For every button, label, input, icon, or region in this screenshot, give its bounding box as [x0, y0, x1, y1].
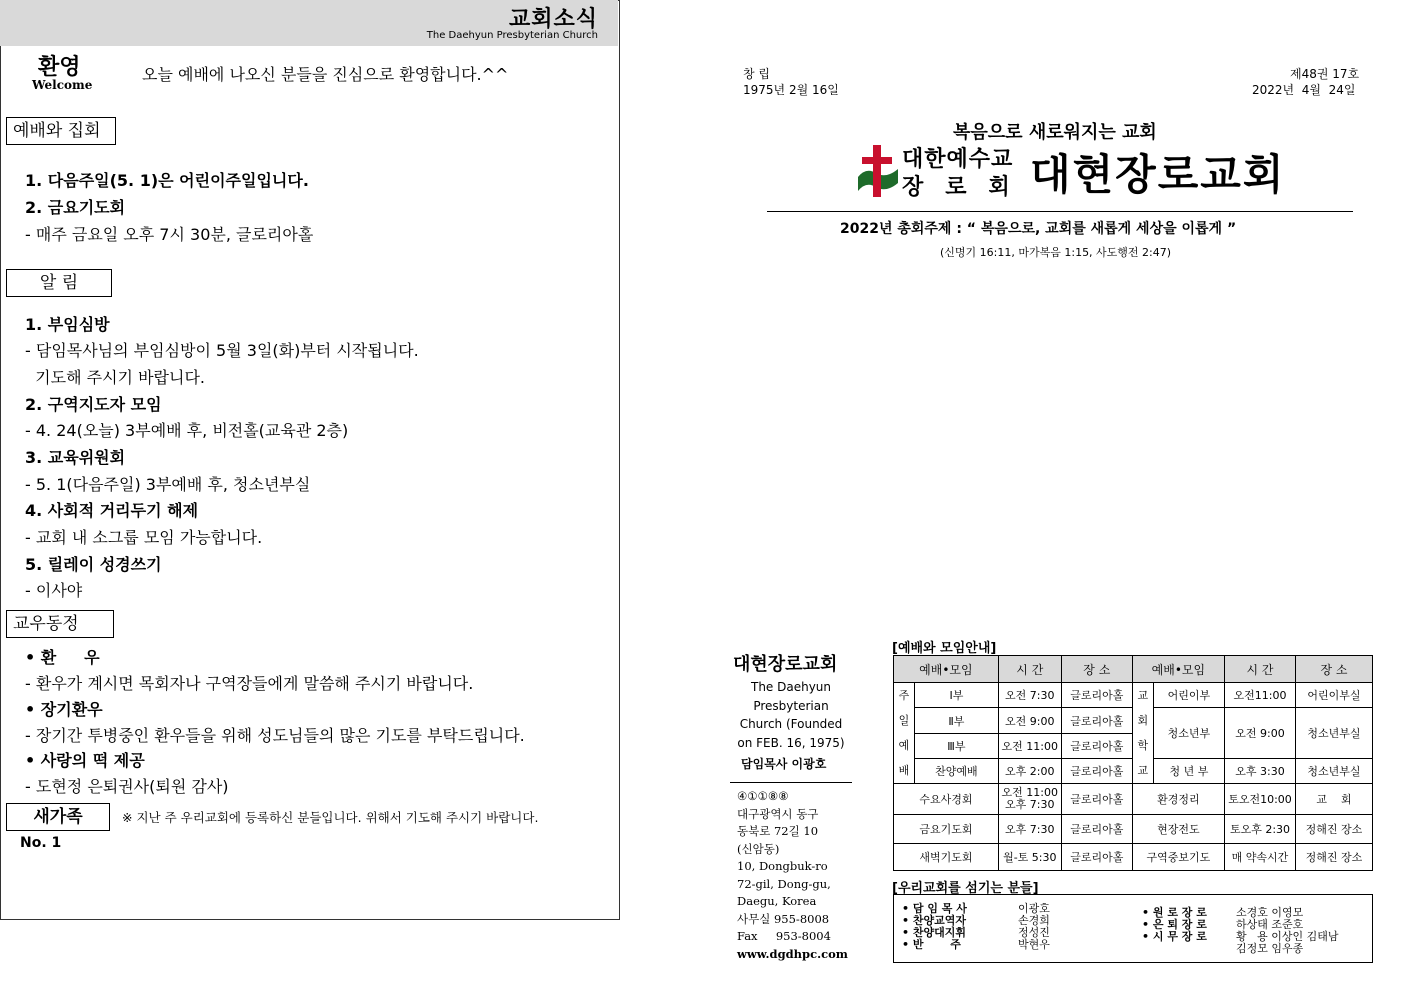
table-cell: 매 약속시간 [1225, 844, 1296, 871]
news-item: - 담임목사님의 부임심방이 5월 3일(화)부터 시작됩니다. [25, 341, 419, 360]
column-header: 예배•모임 [1132, 656, 1224, 683]
table-cell: 환경정리 [1132, 784, 1224, 815]
column-header: 장 소 [1061, 656, 1132, 683]
table-cell: 월-토 5:30 [998, 844, 1061, 871]
address-line: 동북로 72길 10 [737, 824, 819, 838]
church-news-page [0, 0, 620, 920]
news-item: 5. 릴레이 성경쓰기 [25, 555, 162, 574]
staff-role: • 찬양교역자 [902, 914, 966, 927]
postal-code: ④①①⑧⑧ [737, 789, 789, 803]
table-cell: 청 년 부 [1153, 759, 1224, 784]
table-cell: 오후 3:30 [1225, 759, 1296, 784]
staff-role: • 원 로 장 로 [1142, 906, 1207, 919]
news-item: 1. 다음주일(5. 1)은 어린이주일입니다. [25, 171, 309, 190]
table-cell: 토오전10:00 [1225, 784, 1296, 815]
news-item: 2. 구역지도자 모임 [25, 395, 162, 414]
news-subtitle: The Daehyun Presbyterian Church [426, 30, 598, 41]
table-cell: 정해진 장소 [1296, 844, 1373, 871]
staff-name: 소경호 이영모 [1236, 906, 1304, 919]
staff-row [902, 939, 1050, 951]
news-item: - 이사야 [25, 581, 83, 600]
service-schedule-table [893, 655, 1373, 871]
table-cell: 찬양예배 [915, 759, 999, 784]
denomination-line2: 장로회 [902, 175, 1032, 200]
newfamily-note: ※ 지난 주 우리교회에 등록하신 분들입니다. 위해서 기도해 주시기 바랍니다. [122, 810, 539, 825]
volume-number: 제48권 17호 [1290, 67, 1360, 81]
assembly-theme: 2022년 총회주제 : “ 복음으로, 교회를 새롭게 세상을 이롭게 ” [840, 221, 1237, 237]
news-item: 3. 교육위원회 [25, 448, 126, 467]
senior-pastor: 담임목사 이광호 [741, 757, 827, 771]
section-members-heading: 교우동정 [6, 610, 114, 638]
table-cell: 오전 7:30 [998, 683, 1061, 708]
table-cell: 금요기도회 [894, 815, 999, 844]
address-line: Daegu, Korea [737, 894, 817, 908]
welcome-english: Welcome [32, 78, 93, 92]
news-item: - 환우가 계시면 목회자나 구역장들에게 말씀해 주시기 바랍니다. [25, 674, 474, 693]
news-item: - 도현정 은퇴권사(퇴원 감사) [25, 777, 229, 796]
table-cell: 정해진 장소 [1296, 815, 1373, 844]
staff-name: 박현우 [1018, 938, 1050, 951]
sunday-service-label: 주 일 예 배 [894, 683, 915, 784]
table-cell: 어린이부 [1153, 683, 1224, 708]
staff-name: 하상태 조준호 [1236, 918, 1304, 931]
website-link[interactable]: www.dgdhpc.com [737, 946, 848, 961]
page-number: No. 1 [20, 835, 62, 851]
news-item: 2. 금요기도회 [25, 198, 126, 217]
address-church-name: 대현장로교회 [733, 654, 838, 675]
news-item: - 매주 금요일 오후 7시 30분, 글로리아홀 [25, 225, 314, 244]
table-cell: 구역중보기도 [1132, 844, 1224, 871]
table-header-row [894, 656, 1373, 683]
table-cell: 토오후 2:30 [1225, 815, 1296, 844]
news-item: • 사랑의 떡 제공 [25, 751, 145, 770]
table-cell: 글로리아홀 [1061, 784, 1132, 815]
table-cell: 오후 2:00 [998, 759, 1061, 784]
table-cell: 어린이부실 [1296, 683, 1373, 708]
bulletin-date: 2022년 4월 24일 [1252, 83, 1356, 97]
table-cell: 오전 9:00 [998, 708, 1061, 734]
cross-logo-icon [856, 143, 900, 199]
table-cell: 수요사경회 [894, 784, 999, 815]
section-worship-heading: 예배와 집회 [6, 117, 116, 145]
table-row [894, 815, 1373, 844]
table-row [894, 784, 1373, 815]
news-header [0, 0, 618, 46]
address-line: 10, Dongbuk-ro [737, 859, 828, 873]
table-cell: 오전11:00 [1225, 683, 1296, 708]
church-slogan: 복음으로 새로워지는 교회 [953, 122, 1157, 143]
fax-number: Fax 953-8004 [737, 929, 831, 943]
address-line: (신암동) [737, 841, 780, 856]
table-cell: 교 회 [1296, 784, 1373, 815]
office-phone: 사무실 955-8008 [737, 911, 830, 926]
staff-right-column [1142, 907, 1339, 955]
table-row [894, 683, 1373, 708]
address-line: 72-gil, Dong-gu, [737, 876, 831, 891]
title-divider [767, 211, 1353, 212]
table-row [894, 844, 1373, 871]
table-cell: 청소년부실 [1296, 708, 1373, 759]
table-cell: 현장전도 [1132, 815, 1224, 844]
table-cell: 청소년부 [1153, 708, 1224, 759]
staff-role: • 은 퇴 장 로 [1142, 918, 1207, 931]
table-cell: 글로리아홀 [1061, 844, 1132, 871]
news-title: 교회소식 [508, 7, 598, 32]
founded-date: 1975년 2월 16일 [743, 83, 839, 97]
table-cell: 오후 7:30 [998, 815, 1061, 844]
table-cell: 글로리아홀 [1061, 708, 1132, 734]
news-item: • 환 우 [25, 648, 100, 667]
news-item: 1. 부임심방 [25, 315, 110, 334]
news-item: - 교회 내 소그룹 모임 가능합니다. [25, 528, 263, 547]
table-cell: 오전 11:00 오후 7:30 [998, 784, 1061, 815]
address-block [737, 788, 848, 963]
staff-role: • 시 무 장 로 [1142, 930, 1207, 943]
table-cell: 오전 11:00 [998, 734, 1061, 759]
staff-role: • 반 주 [902, 938, 961, 951]
table-cell: 새벽기도회 [894, 844, 999, 871]
founded-label: 창 립 [743, 67, 770, 81]
news-item: 기도해 주시기 바랍니다. [25, 368, 205, 387]
table-cell: 오전 9:00 [1225, 708, 1296, 759]
service-table-heading: [예배와 모임안내] [892, 641, 997, 656]
address-line: 대구광역시 동구 [737, 806, 819, 821]
staff-role: • 찬양대지휘 [902, 926, 966, 939]
church-name: 대현장로교회 [1030, 150, 1286, 199]
staff-left-column [902, 903, 1050, 951]
news-item: • 장기환우 [25, 700, 103, 719]
table-cell: 글로리아홀 [1061, 815, 1132, 844]
welcome-heading: 환영 [38, 55, 81, 80]
staff-name: 손경희 [1018, 914, 1050, 927]
staff-name: 정성진 [1018, 926, 1050, 939]
address-english-name: The Daehyun Presbyterian Church (Founded on FEB. 16, 1975) [737, 680, 845, 750]
news-item: 4. 사회적 거리두기 해제 [25, 501, 199, 520]
news-item: - 장기간 투병중인 환우들을 위해 성도님들의 많은 기도를 부탁드립니다. [25, 726, 525, 745]
staff-name: 이광호 [1018, 902, 1050, 915]
denomination-line1: 대한예수교 [902, 147, 1014, 172]
news-item: - 5. 1(다음주일) 3부예배 후, 청소년부실 [25, 475, 311, 494]
staff-name: 김정모 임우종 [1236, 942, 1304, 955]
staff-role: • 담 임 목 사 [902, 902, 967, 915]
staff-name: 황 용 이상인 김태남 [1236, 930, 1339, 943]
table-cell: 글로리아홀 [1061, 683, 1132, 708]
table-cell: Ⅲ부 [915, 734, 999, 759]
column-header: 시 간 [1225, 656, 1296, 683]
table-cell: 청소년부실 [1296, 759, 1373, 784]
column-header: 시 간 [998, 656, 1061, 683]
staff-heading: [우리교회를 섬기는 분들] [892, 881, 1039, 896]
news-item: - 4. 24(오늘) 3부예배 후, 비전홀(교육관 2층) [25, 421, 349, 440]
column-header: 장 소 [1296, 656, 1373, 683]
section-notice-heading: 알 림 [6, 269, 112, 297]
staff-list [893, 894, 1373, 963]
staff-row [1142, 943, 1339, 955]
welcome-message: 오늘 예배에 나오신 분들을 진심으로 환영합니다.^^ [142, 65, 509, 84]
column-header: 예배•모임 [894, 656, 999, 683]
church-school-label: 교 회 학 교 [1132, 683, 1153, 784]
table-cell: 글로리아홀 [1061, 759, 1132, 784]
table-cell: Ⅰ부 [915, 683, 999, 708]
section-newfamily-heading: 새가족 [6, 803, 110, 831]
theme-scripture: (신명기 16:11, 마가복음 1:15, 사도행전 2:47) [940, 246, 1172, 259]
table-cell: Ⅱ부 [915, 708, 999, 734]
table-cell: 글로리아홀 [1061, 734, 1132, 759]
address-divider [730, 782, 852, 783]
